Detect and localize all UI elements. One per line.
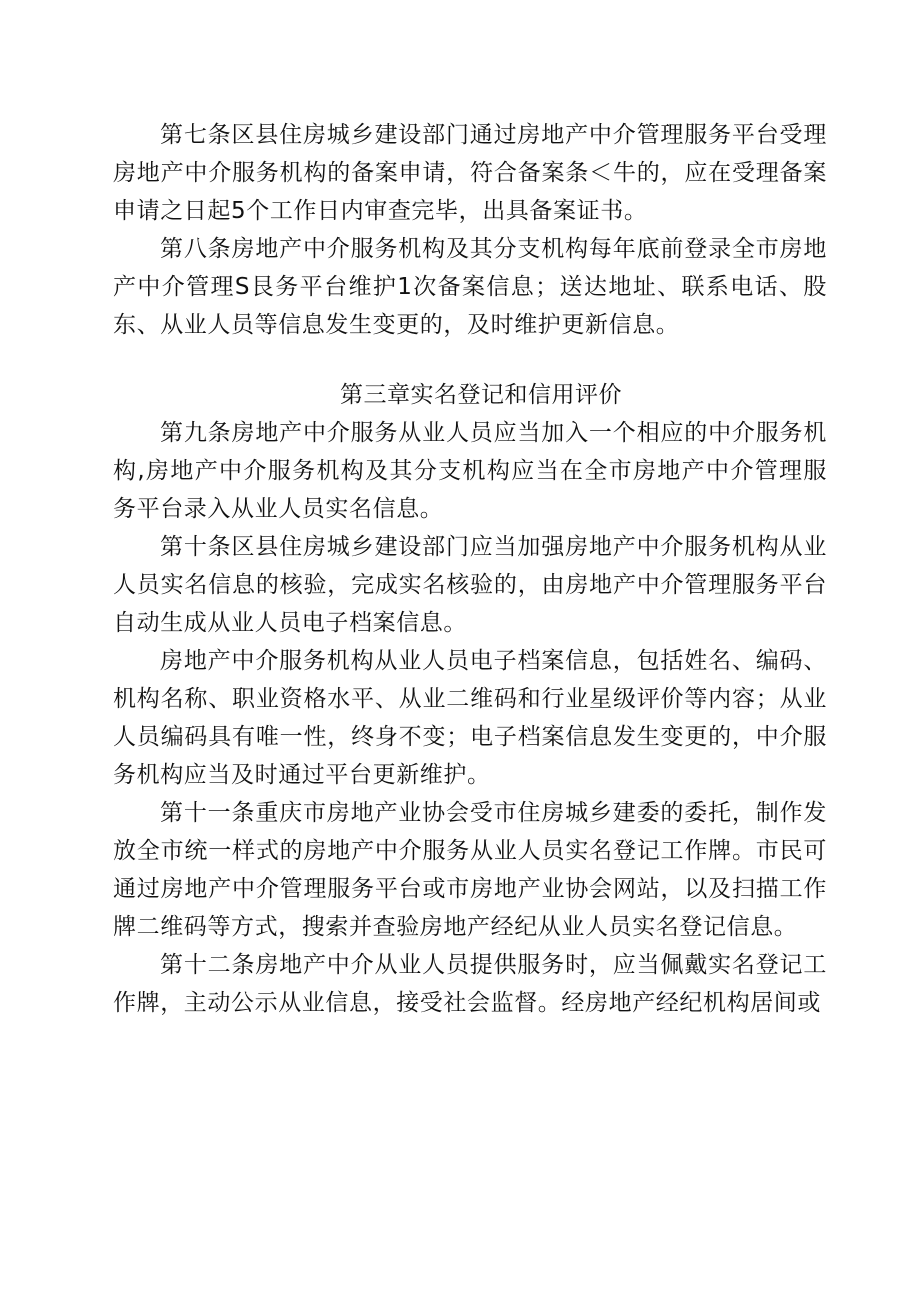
article-12-paragraph: 第十二条房地产中介从业人员提供服务时，应当佩戴实名登记工作牌，主动公示从业信息，接受社会监督。经房地产经纪机构居间或 [113,952,827,1016]
article-7-paragraph: 第七条区县住房城乡建设部门通过房地产中介管理服务平台受理房地产中介服务机构的备案申请，符合备案条＜牛的，应在受理备案申请之日起5个工作日内审查完毕，出具备案证书。 [113,122,827,224]
archive-info-paragraph: 房地产中介服务机构从业人员电子档案信息，包括姓名、编码、机构名称、职业资格水平、从业二维码和行业星级评价等内容；从业人员编码具有唯一性，终身不变；电子档案信息发生变更的，中介服务机构应当及时通过平台更新维护。 [113,648,827,788]
article-10-paragraph: 第十条区县住房城乡建设部门应当加强房地产中介服务机构从业人员实名信息的核验，完成实名核验的，由房地产中介管理服务平台自动生成从业人员电子档案信息。 [113,534,827,636]
document-body [113,116,827,1022]
chapter-heading: 第三章实名登记和信用评价 [340,382,622,408]
article-9-paragraph: 第九条房地产中介服务从业人员应当加入一个相应的中介服务机构,房地产中介服务机构及其分支机构应当在全市房地产中介管理服务平台录入从业人员实名信息。 [113,420,827,522]
section-spacer [113,344,827,376]
article-11-paragraph: 第十一条重庆市房地产业协会受市住房城乡建委的委托，制作发放全市统一样式的房地产中介服务从业人员实名登记工作牌。市民可通过房地产中介管理服务平台或市房地产业协会网站，以及扫描工作牌二维码等方式，搜索并查验房地产经纪从业人员实名登记信息。 [113,800,827,940]
article-8-paragraph: 第八条房地产中介服务机构及其分支机构每年底前登录全市房地产中介管理S艮务平台维护1次备案信息；送达地址、联系电话、股东、从业人员等信息发生变更的，及时维护更新信息。 [113,236,827,338]
